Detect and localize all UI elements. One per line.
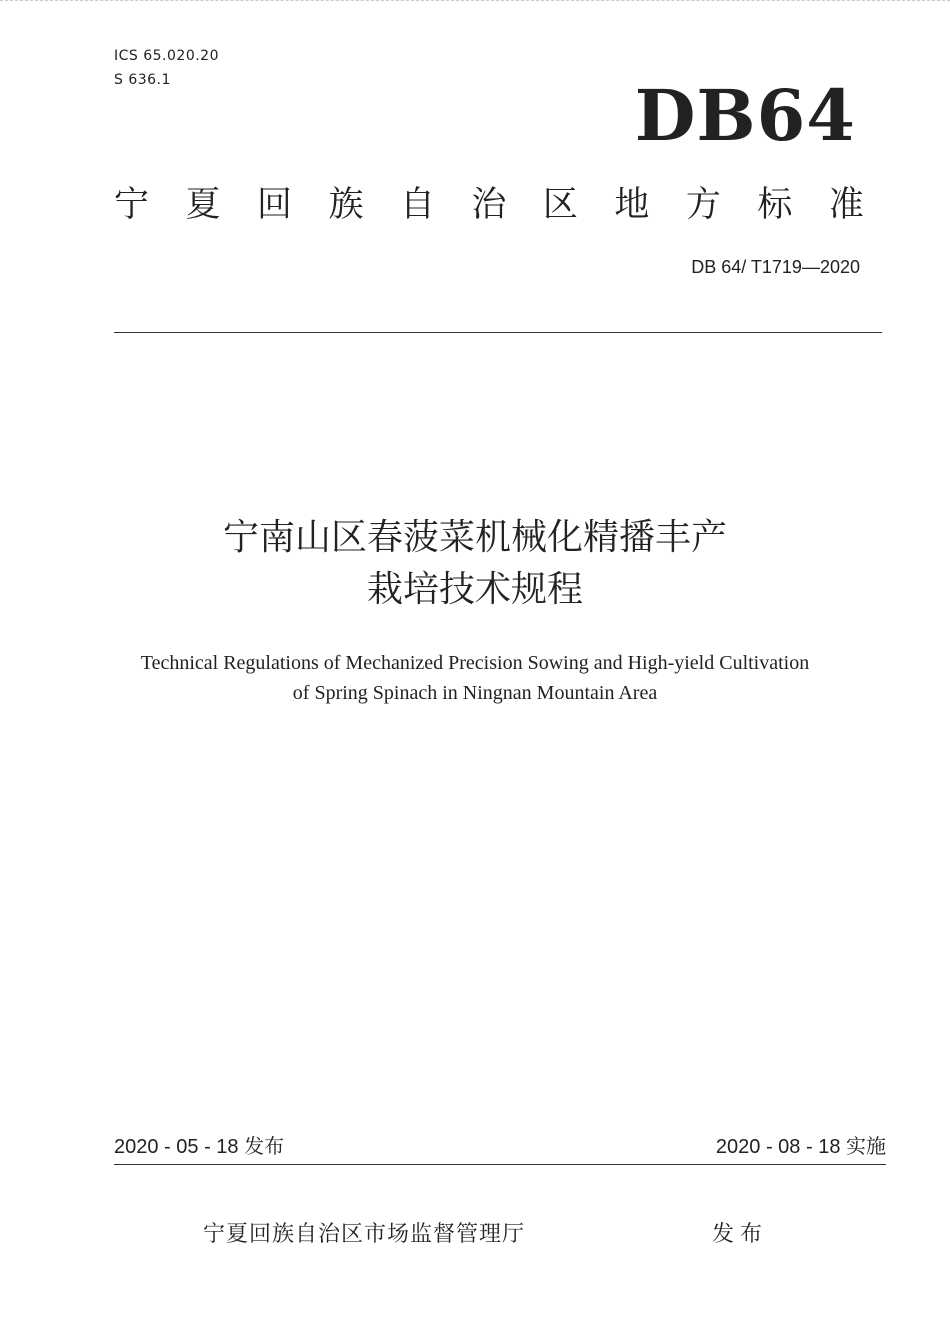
standard-type-char: 治: [471, 185, 507, 225]
standard-type-char: 夏: [185, 185, 221, 225]
standard-type-char: 地: [614, 185, 650, 225]
standard-type: [114, 180, 864, 230]
title-english-line-1: Technical Regulations of Mechanized Precision Sowing and High-yield Cultivation: [140, 652, 810, 674]
title-chinese-line-2: 栽培技术规程: [366, 569, 583, 610]
standard-type-char: 方: [685, 185, 721, 225]
standard-type-char: 宁: [114, 185, 150, 225]
footer-divider: [114, 1164, 886, 1165]
title-english: [0, 648, 950, 708]
standard-type-char: 自: [399, 185, 435, 225]
publish-date: 2020 - 05 - 18 发布: [114, 1136, 285, 1158]
standard-type-char: 区: [542, 185, 578, 225]
ccs-code: S 636.1: [114, 72, 171, 88]
issue-label: 发布: [712, 1222, 769, 1247]
title-chinese: [0, 512, 950, 616]
header-divider: [114, 332, 882, 333]
standard-type-char: 回: [256, 185, 292, 225]
classification-codes: [114, 44, 219, 92]
db-code: DB64: [634, 74, 856, 157]
implement-date: 2020 - 08 - 18 实施: [715, 1136, 886, 1158]
standard-type-char: 准: [828, 185, 864, 225]
standard-type-char: 族: [328, 185, 364, 225]
ics-code: ICS 65.020.20: [114, 48, 219, 64]
standard-number: DB 64/ T1719—2020: [691, 257, 860, 277]
title-english-line-2: of Spring Spinach in Ningnan Mountain Area: [292, 682, 658, 704]
standard-type-char: 标: [757, 185, 793, 225]
title-chinese-line-1: 宁南山区春菠菜机械化精播丰产: [222, 517, 727, 558]
dates-row: [114, 1133, 886, 1161]
scan-top-edge: [0, 0, 950, 4]
issuer-name: 宁夏回族自治区市场监督管理厅: [203, 1222, 526, 1247]
